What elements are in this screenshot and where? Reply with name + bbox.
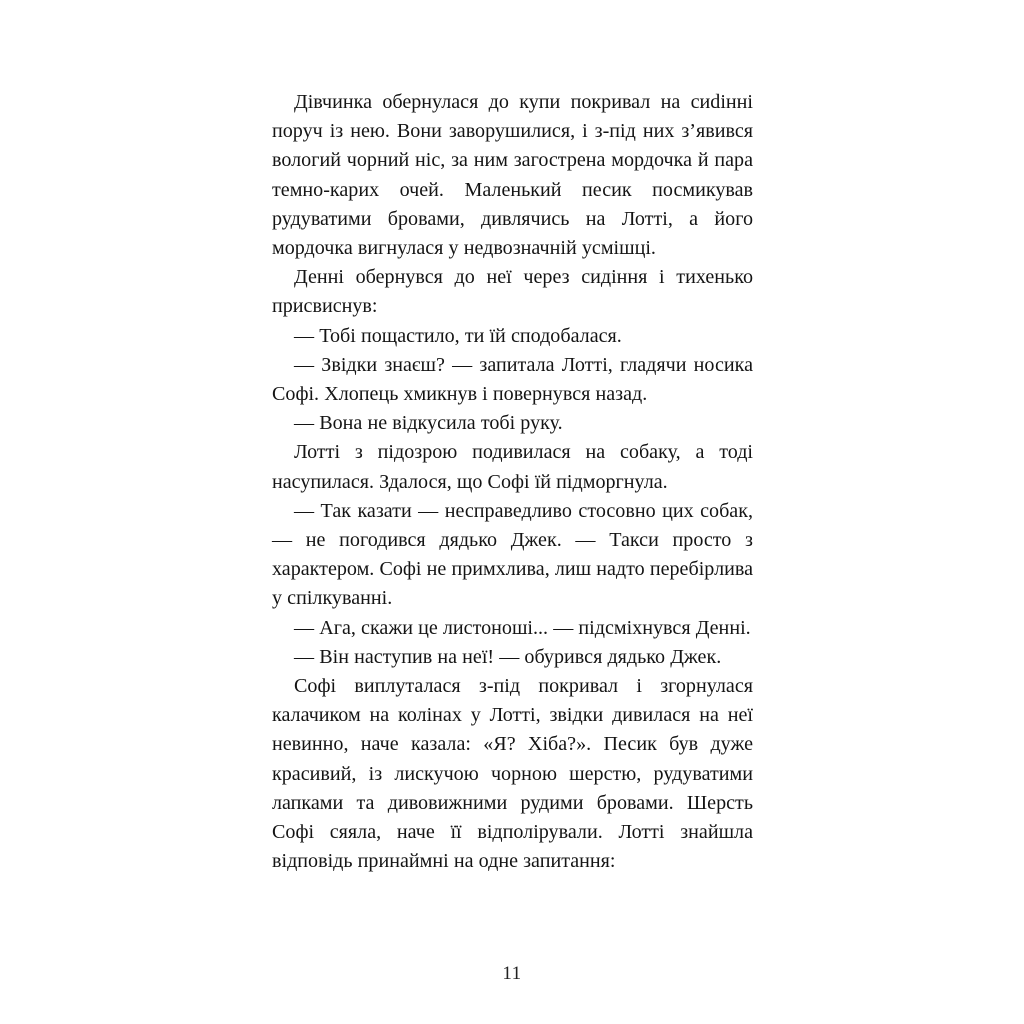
paragraph: — Він наступив на неї! — обурився дядько Джек. [294,645,722,668]
paragraph: — Вона не відкусила тобі руку. [294,412,563,435]
paragraph: — Звідки знаєш? — запитала Лотті, гладячи носика Софі. Хлопець хмикнув і повернувся назад. [272,353,753,406]
paragraph: Софі виплуталася з-під покривал і згорнулася калачиком на колінах у Лотті, звідки дивилася на неї невинно, наче казала: «Я? Хіба?». Песик був дуже красивий, із лискучою чорною шерстю, рудуватими лапками та дивовижними рудими бровами. Шерсть Софі сяяла, наче її відполірували. Лотті знайшла відповідь принаймні на одне запитання: [272,675,753,873]
paragraph: Денні обернувся до неї через сидіння і тихенько присвиснув: [272,266,753,318]
paragraph: Дівчинка обернулася до купи покривал на сиdінні поруч із нею. Вони заворушилися, і з-під них з’явився вологий чорний ніс, за ним загострена мордочка й пара темно-карих очей. Маленький песик посмикував рудуватими бровами, дивлячись на Лотті, а його мордочка вигнулася у недвозначній усмішці. [272,91,753,260]
paragraph: — Ага, скажи це листоноші... — підсміхнувся Денні. [294,616,751,639]
paragraph: Лотті з підозрою подивилася на собаку, а тоді насупилася. Здалося, що Софі їй підморгнула. [272,441,753,493]
paragraph: — Тобі пощастило, ти їй сподобалася. [294,324,622,347]
body-text-block [272,88,753,876]
paragraph: — Так казати — несправедливо стосовно цих собак, — не погодився дядько Джек. — Такси просто з характером. Софі не примхлива, лиш надто перебірлива у спілкуванні. [272,499,753,610]
page-number: 11 [502,963,522,984]
